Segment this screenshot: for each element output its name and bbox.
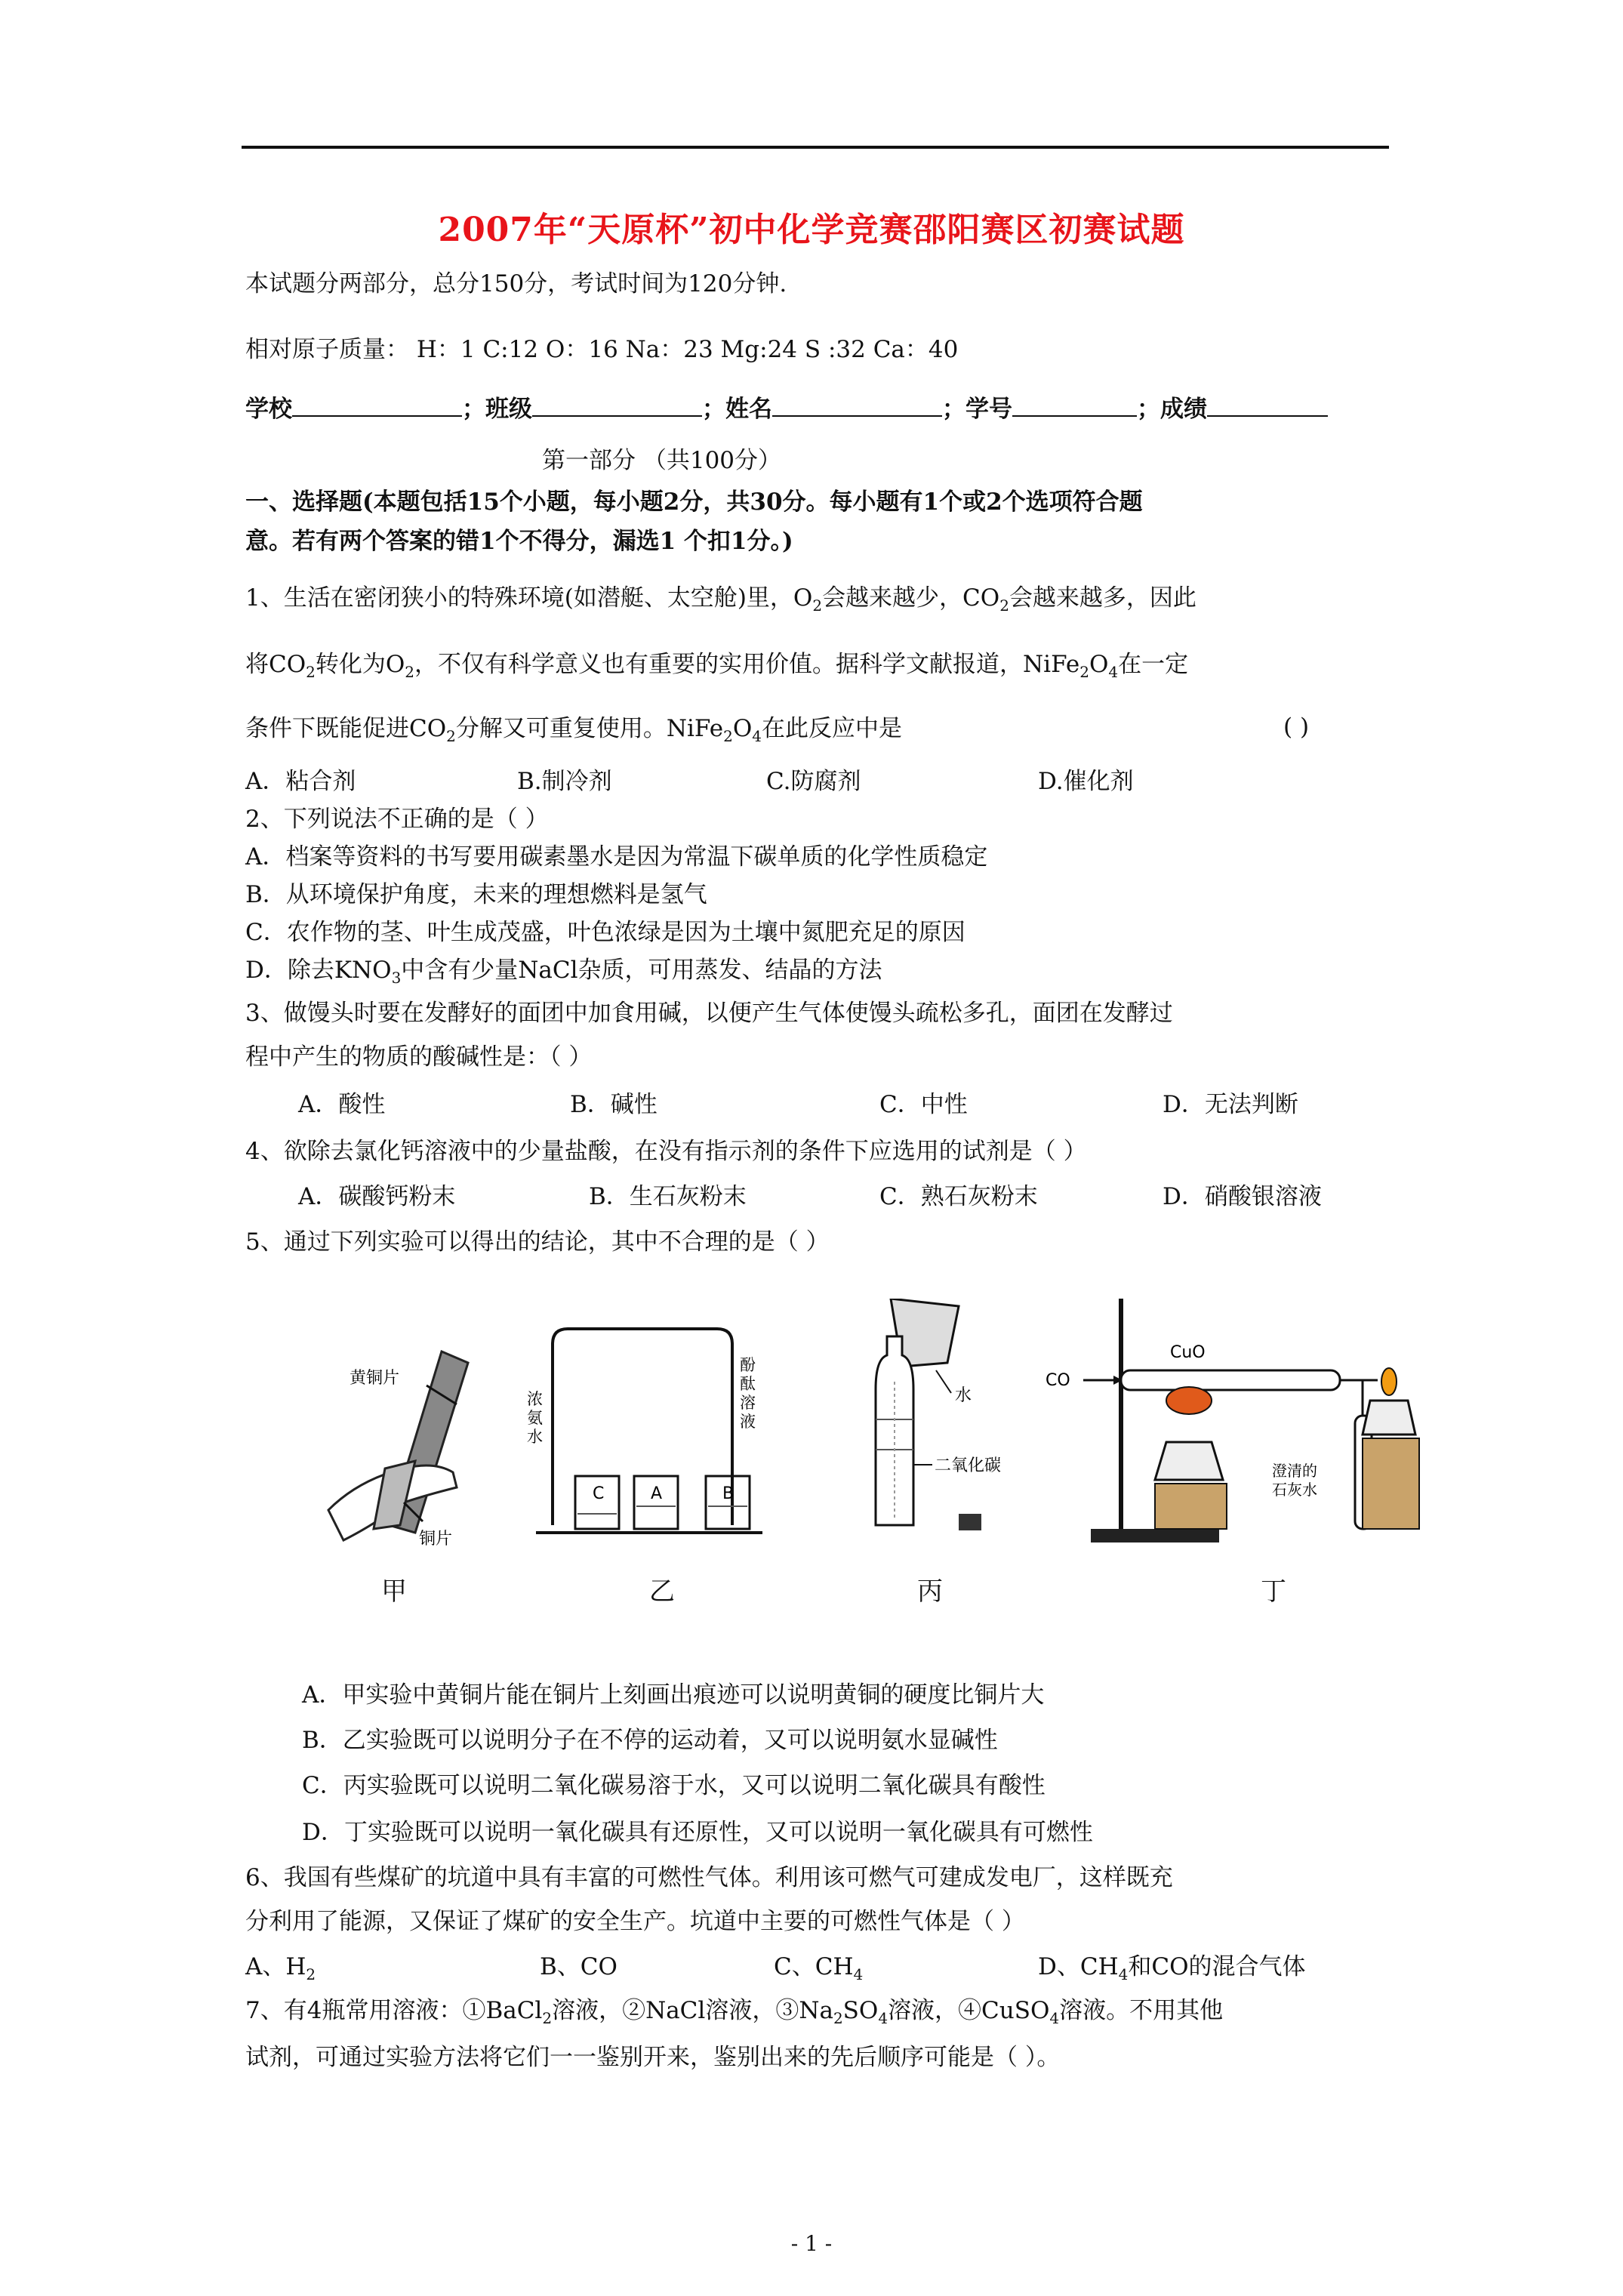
section-one-line-1: 一、选择题(本题包括15个小题，每小题2分，共30分。每小题有1个或2个选项符合题: [245, 488, 1143, 516]
q6-line-2: 分利用了能源，又保证了煤矿的安全生产。坑道中主要的可燃性气体是（ ）: [245, 1908, 1025, 1935]
q6-option-a[interactable]: A、$H_2$: [245, 1953, 316, 1983]
q3-line-1: 3、做馒头时要在发酵好的面团中加食用碱，以便产生气体使馒头疏松多孔，面团在发酵过: [245, 1000, 1173, 1027]
q1-option-a[interactable]: A．粘合剂: [245, 768, 356, 795]
label-cuo: CuO: [1170, 1343, 1206, 1362]
q2-option-c[interactable]: C．农作物的茎、叶生成茂盛，叶色浓绿是因为土壤中氮肥充足的原因: [245, 919, 965, 946]
info-fields: [245, 393, 1328, 424]
svg-text:溶: 溶: [740, 1394, 756, 1412]
burner-lamp-shape: [1363, 1401, 1415, 1435]
page-number: - 1 -: [790, 2231, 833, 2256]
q3-option-b[interactable]: B．碱性: [570, 1091, 658, 1118]
svg-text:酞: 酞: [740, 1375, 756, 1393]
school-blank[interactable]: [292, 393, 462, 417]
q6-option-b[interactable]: B、CO: [540, 1953, 617, 1980]
caption-ding: 丁: [1261, 1576, 1286, 1607]
svg-text:液: 液: [740, 1413, 756, 1431]
q1-option-c[interactable]: C.防腐剂: [766, 768, 861, 795]
experiment-ding-figure: [1046, 1299, 1431, 1548]
q3-option-d[interactable]: D．无法判断: [1163, 1091, 1298, 1118]
glass-tube: [1121, 1370, 1340, 1390]
wooden-block-right: [1363, 1438, 1419, 1529]
experiment-jia-figure: [313, 1299, 487, 1548]
field-name-label: ；姓名: [702, 396, 772, 423]
name-blank[interactable]: [772, 393, 942, 417]
q3-option-a[interactable]: A．酸性: [298, 1091, 386, 1118]
field-class-label: ；班级: [462, 396, 532, 423]
field-id-label: ；学号: [942, 396, 1012, 423]
atomic-mass-line: 相对原子质量： H：1 C:12 O：16 Na：23 Mg:24 S :32 Ca：40: [245, 336, 959, 363]
q7-line-2: 试剂，可通过实验方法将它们一一鉴别开来，鉴别出来的先后顺序可能是（ ）。: [245, 2044, 1061, 2071]
id-blank[interactable]: [1012, 393, 1137, 417]
svg-text:浓: 浓: [527, 1390, 543, 1408]
q5-option-d[interactable]: D．丁实验既可以说明一氧化碳具有还原性，又可以说明一氧化碳具有可燃性: [302, 1819, 1093, 1846]
q4-option-a[interactable]: A．碳酸钙粉末: [298, 1183, 456, 1210]
q1-line-2: 将$CO_2$转化为$O_2$，不仅有科学意义也有重要的实用价值。据科学文献报道，$NiFe_2O_4$在一定: [245, 651, 1189, 681]
q6-option-c[interactable]: C、$CH_4$: [774, 1953, 864, 1983]
svg-text:B: B: [722, 1484, 735, 1503]
section-one-line-2: 意。若有两个答案的错1个不得分，漏选1 个扣1分。): [245, 528, 793, 555]
field-school-label: 学校: [245, 396, 292, 423]
svg-text:A: A: [651, 1484, 663, 1503]
q1-line-1: 1、生活在密闭狭小的特殊环境(如潜艇、太空舱)里，$O_2$会越来越少，$CO_2$会越来越多，因此: [245, 584, 1196, 615]
q1-answer-paren[interactable]: ( ): [1283, 713, 1310, 741]
q6-line-1: 6、我国有些煤矿的坑道中具有丰富的可燃性气体。利用该可燃气可建成发电厂，这样既充: [245, 1864, 1173, 1891]
q2-option-a[interactable]: A．档案等资料的书写要用碳素墨水是因为常温下碳单质的化学性质稳定: [245, 843, 988, 871]
wooden-block-left: [1155, 1484, 1227, 1529]
q4-option-d[interactable]: D．硝酸银溶液: [1163, 1183, 1322, 1210]
q2-option-b[interactable]: B．从环境保护角度，未来的理想燃料是氢气: [245, 881, 707, 908]
header-rule: [242, 146, 1389, 149]
q5-option-b[interactable]: B．乙实验既可以说明分子在不停的运动着，又可以说明氨水显碱性: [302, 1727, 998, 1754]
burner-flame: [1381, 1368, 1397, 1395]
alcohol-lamp-shape: [1155, 1442, 1223, 1480]
q2-option-d[interactable]: D．除去$KNO_3$中含有少量NaCl杂质，可用蒸发、结晶的方法: [245, 957, 882, 987]
label-limewater-2: 石灰水: [1272, 1481, 1317, 1499]
caption-jia: 甲: [381, 1576, 407, 1607]
q1-option-b[interactable]: B.制冷剂: [517, 768, 612, 795]
svg-text:C: C: [593, 1484, 605, 1503]
q1-option-d[interactable]: D.催化剂: [1038, 768, 1134, 795]
label-co: CO: [1046, 1371, 1070, 1390]
label-limewater-1: 澄清的: [1272, 1462, 1317, 1480]
svg-text:氨: 氨: [527, 1409, 543, 1427]
label-water: 水: [955, 1386, 972, 1405]
q5-stem: 5、通过下列实验可以得出的结论，其中不合理的是（ ）: [245, 1228, 830, 1256]
q3-option-c[interactable]: C．中性: [879, 1091, 968, 1118]
caption-bing: 丙: [917, 1576, 943, 1607]
label-brass-sheet: 黄铜片: [350, 1369, 400, 1388]
q6-option-d[interactable]: D、$CH_4$和CO的混合气体: [1038, 1953, 1306, 1983]
svg-text:水: 水: [527, 1428, 543, 1446]
q3-line-2: 程中产生的物质的酸碱性是：（ ）: [245, 1043, 593, 1071]
q4-option-b[interactable]: B．生石灰粉末: [589, 1183, 747, 1210]
q4-stem: 4、欲除去氯化钙溶液中的少量盐酸，在没有指示剂的条件下应选用的试剂是（ ）: [245, 1138, 1087, 1165]
stand-base: [1091, 1529, 1219, 1542]
q5-option-a[interactable]: A．甲实验中黄铜片能在铜片上刻画出痕迹可以说明黄铜的硬度比铜片大: [302, 1681, 1045, 1709]
part-one-heading: 第一部分 （共100分）: [542, 447, 782, 474]
experiment-yi-figure: [521, 1299, 770, 1548]
caption-yi: 乙: [649, 1576, 675, 1607]
q4-option-c[interactable]: C．熟石灰粉末: [879, 1183, 1038, 1210]
score-blank[interactable]: [1207, 393, 1328, 417]
label-copper-sheet: 铜片: [419, 1530, 453, 1548]
label-carbon-dioxide: 二氧化碳: [935, 1456, 1002, 1475]
q7-line-1: 7、有4瓶常用溶液：①BaCl$_2$溶液，②NaCl溶液，$③Na_2SO_4$溶液，④CuSO$_4$溶液。不用其他: [245, 1997, 1224, 2027]
bottle-cap-shape: [959, 1514, 981, 1530]
flame-shape: [1166, 1387, 1212, 1414]
field-score-label: ；成绩: [1137, 396, 1207, 423]
q1-line-3: 条件下既能促进$CO_2$分解又可重复使用。$NiFe_2O_4$在此反应中是: [245, 715, 902, 745]
q2-stem: 2、下列说法不正确的是（ ）: [245, 806, 549, 833]
page-title: 2007年“天原杯”初中化学竞赛邵阳赛区初赛试题: [438, 211, 1185, 249]
class-blank[interactable]: [532, 393, 702, 417]
intro-text: 本试题分两部分，总分150分，考试时间为120分钟.: [245, 270, 787, 297]
q5-option-c[interactable]: C．丙实验既可以说明二氧化碳易溶于水，又可以说明二氧化碳具有酸性: [302, 1772, 1046, 1799]
experiment-bing-figure: [845, 1299, 1034, 1548]
svg-text:酚: 酚: [740, 1356, 756, 1374]
